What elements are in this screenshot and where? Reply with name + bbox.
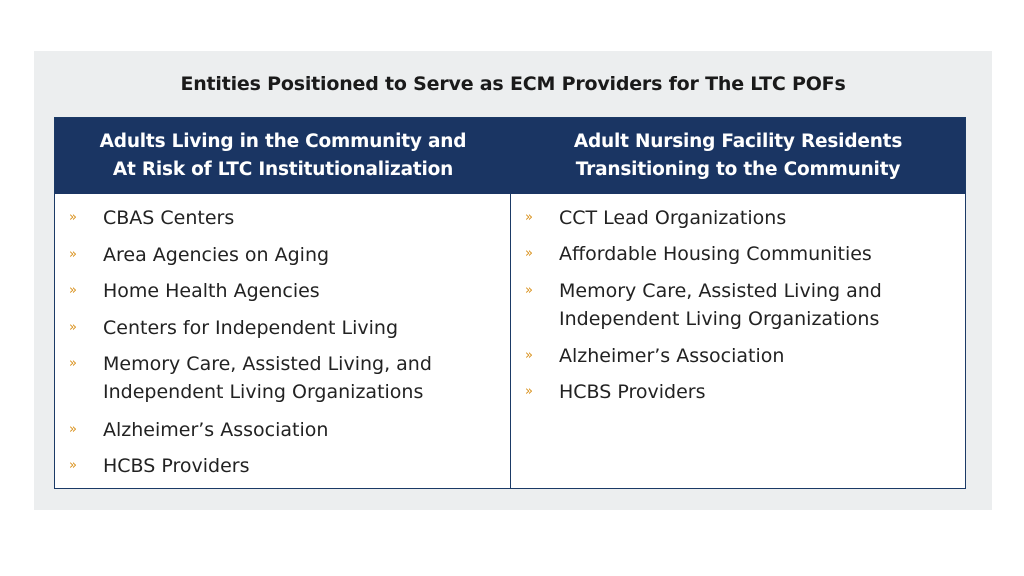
header-line: Adult Nursing Facility Residents — [573, 131, 903, 152]
list-item-text: Alzheimer’s Association — [559, 345, 785, 367]
header-nursing-facility-residents — [511, 118, 965, 194]
header-line: Adults Living in the Community and — [99, 131, 467, 152]
providers-table — [54, 117, 966, 489]
chevron-bullet-icon: » — [525, 384, 533, 399]
header-community-adults — [55, 118, 511, 194]
list-item-text: Memory Care, Assisted Living and — [559, 280, 882, 302]
column-community-adults — [55, 194, 511, 488]
chevron-bullet-icon: » — [69, 356, 77, 371]
list-item-text: Area Agencies on Aging — [103, 244, 330, 266]
chevron-bullet-icon: » — [525, 210, 533, 225]
figure-panel — [34, 51, 992, 510]
chevron-bullet-icon: » — [525, 348, 533, 363]
chevron-bullet-icon: » — [69, 247, 77, 262]
list-item-text: HCBS Providers — [559, 381, 706, 403]
table-header — [55, 118, 965, 194]
chevron-bullet-icon: » — [69, 320, 77, 335]
list-item-text: CBAS Centers — [103, 207, 235, 229]
chevron-bullet-icon: » — [525, 246, 533, 261]
header-line: Transitioning to the Community — [575, 159, 901, 180]
figure-title: Entities Positioned to Serve as ECM Providers for The LTC POFs — [180, 73, 846, 95]
list-item-text: Affordable Housing Communities — [559, 243, 872, 265]
chevron-bullet-icon: » — [69, 283, 77, 298]
list-item-text: CCT Lead Organizations — [559, 207, 787, 229]
list-item-text: Independent Living Organizations — [103, 381, 424, 403]
list-item-text: HCBS Providers — [103, 455, 250, 477]
list-item-text: Centers for Independent Living — [103, 317, 399, 339]
list-item-text: Alzheimer’s Association — [103, 419, 329, 441]
list-item-text: Memory Care, Assisted Living, and — [103, 353, 432, 375]
chevron-bullet-icon: » — [69, 422, 77, 437]
header-line: At Risk of LTC Institutionalization — [112, 159, 454, 180]
list-item-text: Home Health Agencies — [103, 280, 320, 302]
column-nursing-facility-residents — [511, 194, 965, 488]
chevron-bullet-icon: » — [69, 210, 77, 225]
chevron-bullet-icon: » — [525, 283, 533, 298]
list-item-text: Independent Living Organizations — [559, 308, 880, 330]
chevron-bullet-icon: » — [69, 458, 77, 473]
